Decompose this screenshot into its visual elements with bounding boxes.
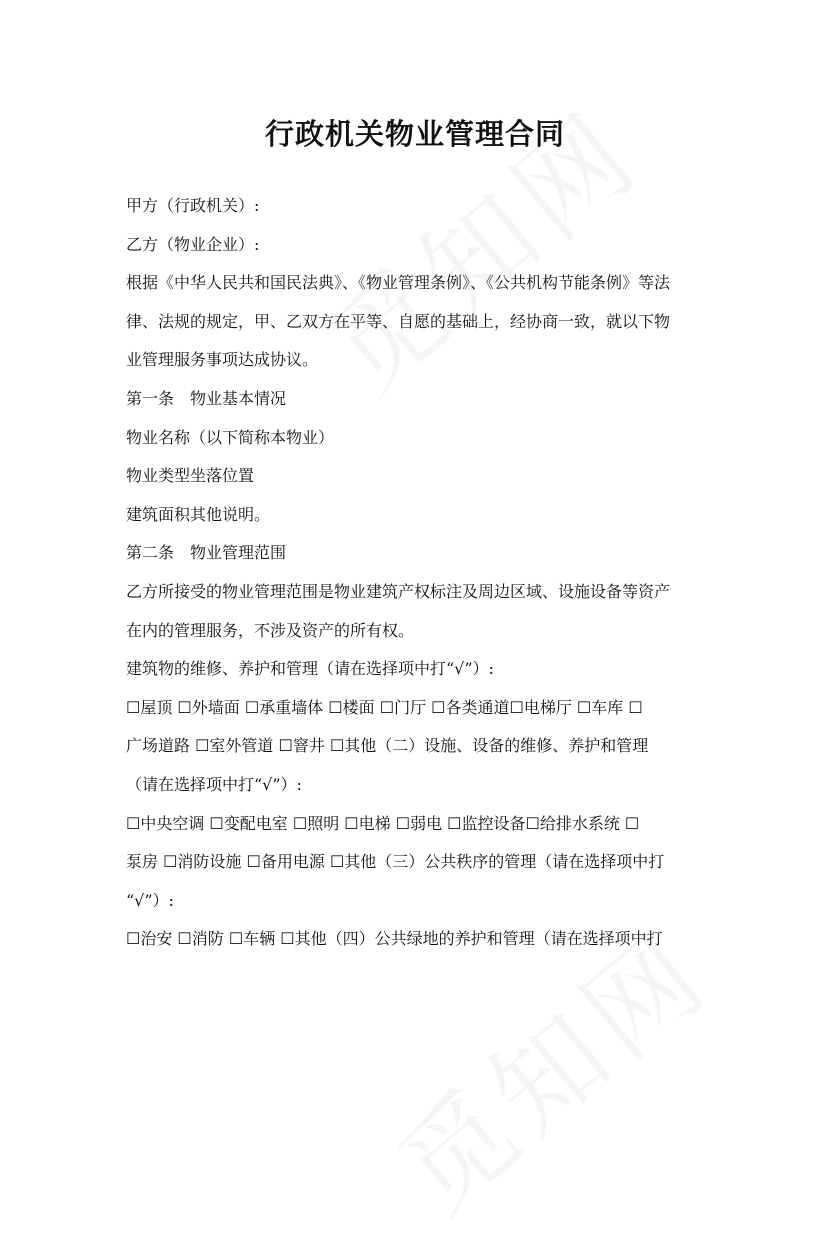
- party-a-line: 甲方（行政机关）:: [126, 196, 260, 215]
- paragraph-line: 物业类型坐落位置: [126, 466, 255, 486]
- document-body: [126, 187, 716, 959]
- paragraph-line: 物业名称（以下简称本物业）: [126, 427, 335, 447]
- paragraph-line: “√”）:: [126, 890, 174, 910]
- checkbox-options-line: 广场道路 ☐室外管道 ☐窨井 ☐其他（二）设施、设备的维修、养护和管理: [126, 736, 649, 756]
- article-heading: 第二条 物业管理范围: [126, 543, 287, 563]
- paragraph-line: 业管理服务事项达成协议。: [126, 350, 319, 370]
- document-title: 行政机关物业管理合同: [264, 117, 565, 151]
- checkbox-options-line: 泵房 ☐消防设施 ☐备用电源 ☐其他（三）公共秩序的管理（请在选择项中打: [126, 852, 665, 872]
- paragraph-line: （请在选择项中打“√”）:: [126, 774, 302, 794]
- checkbox-options-line: ☐屋顶 ☐外墙面 ☐承重墙体 ☐楼面 ☐门厅 ☐各类通道☐电梯厅 ☐车库 ☐: [126, 697, 643, 717]
- checkbox-options-line: ☐中央空调 ☐变配电室 ☐照明 ☐电梯 ☐弱电 ☐监控设备☐给排水系统 ☐: [126, 813, 640, 833]
- paragraph-line: 在内的管理服务，不涉及资产的所有权。: [126, 620, 415, 640]
- paragraph-line: 建筑面积其他说明。: [126, 504, 271, 524]
- paragraph-line: 律、法规的规定，甲、乙双方在平等、自愿的基础上，经协商一致，就以下物: [126, 311, 671, 331]
- paragraph-line: 根据《中华人民共和国民法典》、《物业管理条例》、《公共机构节能条例》等法: [126, 273, 671, 293]
- paragraph-line: 乙方所接受的物业管理范围是物业建筑产权标注及周边区域、设施设备等资产: [126, 581, 671, 601]
- article-heading: 第一条 物业基本情况: [126, 388, 287, 408]
- party-b-line: 乙方（物业企业）:: [126, 234, 260, 254]
- checkbox-options-line: ☐治安 ☐消防 ☐车辆 ☐其他（四）公共绿地的养护和管理（请在选择项中打: [126, 929, 663, 949]
- paragraph-line: 建筑物的维修、养护和管理（请在选择项中打“√”）:: [126, 659, 494, 679]
